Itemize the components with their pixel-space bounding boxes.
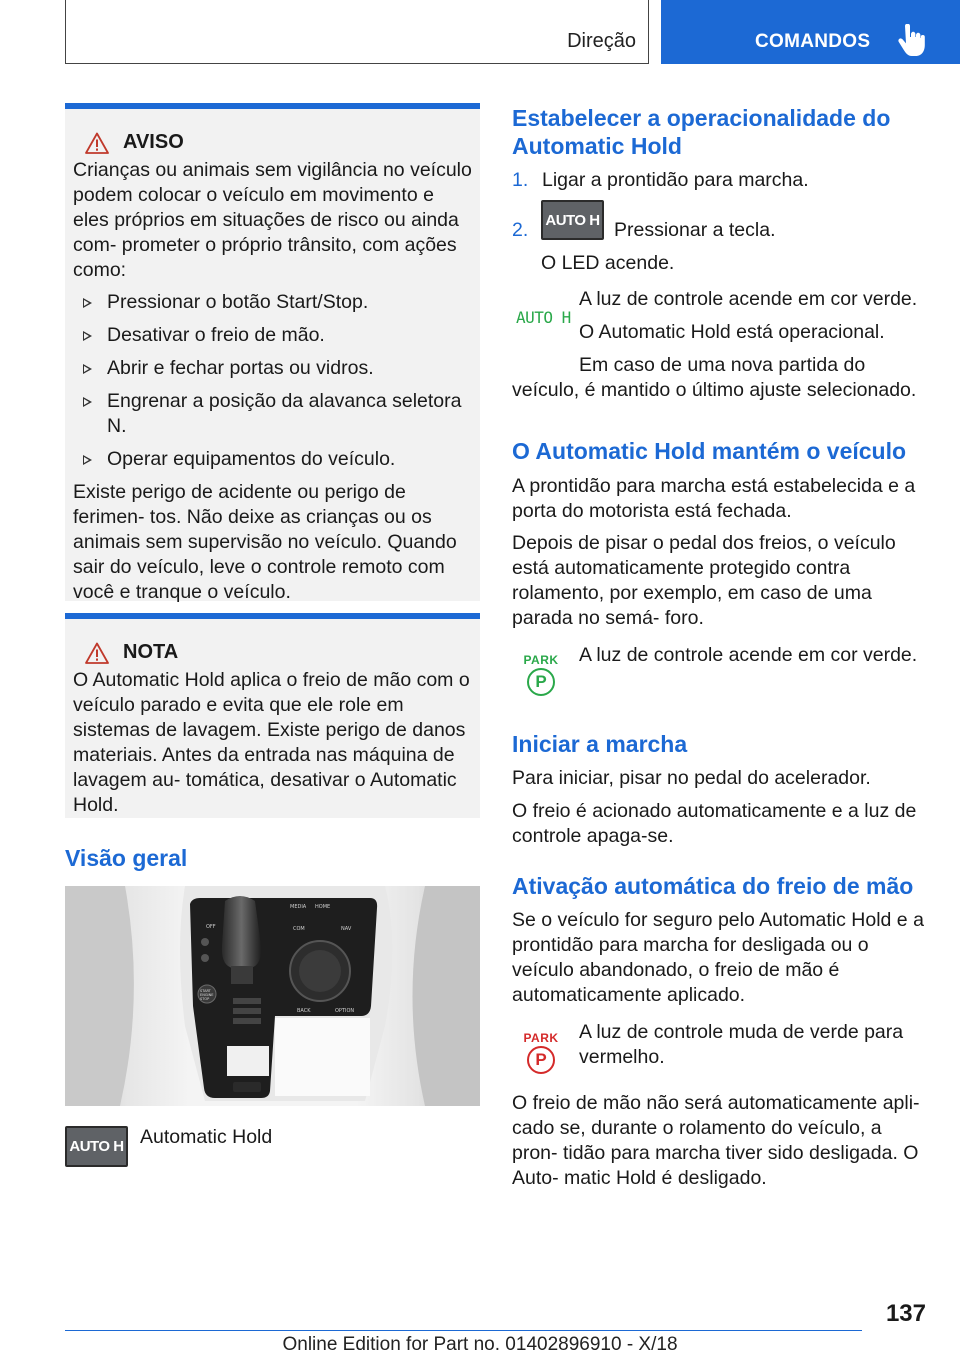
list-item: Operar equipamentos do veículo. xyxy=(73,447,472,472)
footer-divider xyxy=(65,1330,862,1331)
auto-brake-heading: Ativação automática do freio de mão xyxy=(512,873,914,899)
pointing-hand-icon xyxy=(897,24,925,56)
label-back: BACK xyxy=(297,1008,311,1014)
step-2-text: Pressionar a tecla. xyxy=(614,219,776,241)
label-nav: NAV xyxy=(341,926,352,932)
header-section-box xyxy=(65,0,649,64)
list-item: Engrenar a posição da alavanca seletora N. xyxy=(73,389,472,439)
label-start: START xyxy=(200,989,211,993)
step-1 xyxy=(512,168,928,193)
indicator-green-text: A luz de controle acende em cor verde. xyxy=(579,288,918,310)
warning-triangle-icon xyxy=(85,642,109,664)
auto-brake-indicator-text: A luz de controle muda de verde para vermelho. xyxy=(579,1021,904,1068)
establish-heading: Estabelecer a operacionalidade do Automatic Hold xyxy=(512,105,891,159)
step-1-number: 1. xyxy=(512,169,529,191)
start-p2: O freio é acionado automaticamente e a luz de controle apaga-se. xyxy=(512,800,917,847)
warning-title: AVISO xyxy=(123,131,184,153)
start-heading: Iniciar a marcha xyxy=(512,731,688,757)
warning-outro: Existe perigo de acidente ou perigo de ferimen- tos. Não deixe as crianças ou os animais sem supervisão no veículo. Quando sair do veículo, leve o controle remoto com você e tranque o veículo. xyxy=(73,481,457,603)
note-title: NOTA xyxy=(123,641,179,663)
warning-box xyxy=(65,103,480,601)
chapter-tab[interactable] xyxy=(661,0,960,64)
list-item: Abrir e fechar portas ou vidros. xyxy=(73,356,472,381)
step-2-number: 2. xyxy=(512,219,529,241)
operational-text: O Automatic Hold está operacional. xyxy=(579,321,885,343)
overview-heading: Visão geral xyxy=(65,845,188,871)
holds-indicator-text: A luz de controle acende em cor verde. xyxy=(579,644,918,666)
auto-h-button-icon: AUTO H xyxy=(541,200,604,240)
label-media: MEDIA xyxy=(290,904,307,910)
label-off: OFF xyxy=(206,924,216,930)
label-home: HOME xyxy=(315,904,331,910)
auto-brake-p1: Se o veículo for seguro pelo Automatic Hold e a prontidão para marcha for desligada ou o veículo abandonado, o freio de mão é automaticamente aplicado. xyxy=(512,909,924,1006)
auto-h-caption: Automatic Hold xyxy=(140,1126,273,1148)
led-text: O LED acende. xyxy=(541,252,675,274)
auto-h-button-icon: AUTO H xyxy=(65,1126,128,1167)
restart-text: Em caso de uma nova partida do veículo, é mantido o último ajuste selecionado. xyxy=(512,354,917,401)
note-box xyxy=(65,613,480,818)
note-title-row xyxy=(85,641,472,664)
park-red-indicator-icon: PARK P xyxy=(521,1031,561,1074)
footer-edition: Online Edition for Part no. 01402896910 - X/18 xyxy=(282,1334,678,1355)
start-p1: Para iniciar, pisar no pedal do acelerador. xyxy=(512,767,871,789)
park-green-indicator-icon: PARK P xyxy=(521,653,561,696)
chapter-title: COMANDOS xyxy=(755,31,871,52)
step-1-text: Ligar a prontidão para marcha. xyxy=(542,169,809,191)
note-text: O Automatic Hold aplica o freio de mão com o veículo parado e evita que ele role em sistemas de lavagem. Existe perigo de danos materiais. Antes da entrada nas máquina de lavagem au- tomática, desativar o Automatic Hold. xyxy=(73,669,470,816)
label-engine: ENGINE xyxy=(200,993,214,997)
warning-intro: Crianças ou animais sem vigilância no veículo podem colocar o veículo em movimento e eles próprios em situações de risco ou ainda com- prometer o próprio trânsito, com ações como: xyxy=(73,159,472,281)
list-item: Desativar o freio de mão. xyxy=(73,323,472,348)
label-com: COM xyxy=(293,926,305,932)
label-stop: STOP xyxy=(200,997,210,1001)
auto-h-indicator-icon: AUTO H xyxy=(516,308,571,327)
label-option: OPTION xyxy=(335,1008,355,1014)
center-console-illustration xyxy=(65,886,480,1106)
center-console-photo xyxy=(65,886,480,1106)
holds-p1: A prontidão para marcha está estabelecida e a porta do motorista está fechada. xyxy=(512,475,916,522)
holds-heading: O Automatic Hold mantém o veículo xyxy=(512,438,907,464)
warning-list xyxy=(73,290,472,472)
warning-triangle-icon xyxy=(85,132,109,154)
warning-title-row xyxy=(85,131,472,154)
page-number: 137 xyxy=(885,1300,926,1327)
list-item: Pressionar o botão Start/Stop. xyxy=(73,290,472,315)
auto-brake-p2: O freio de mão não será automaticamente apli- cado se, durante o rolamento do veículo, a pron- tidão para marcha tiver sido desligada. O Auto- matic Hold é desligado. xyxy=(512,1092,920,1189)
holds-p2: Depois de pisar o pedal dos freios, o veículo está automaticamente protegido contra rolamento, por exemplo, em caso de uma parada no semá- foro. xyxy=(512,532,896,629)
section-title: Direção xyxy=(567,30,636,52)
